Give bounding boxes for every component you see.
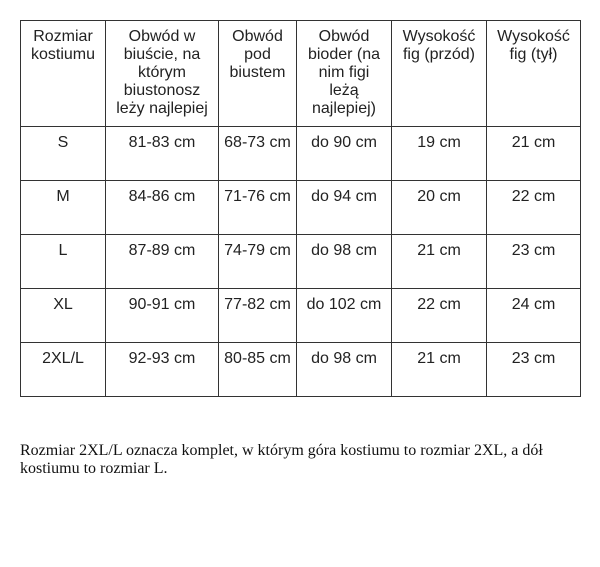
header-size: Rozmiar kostiumu — [21, 21, 106, 127]
header-brief-height-back: Wysokość fig (tył) — [487, 21, 581, 127]
size-chart-table — [20, 20, 581, 397]
table-row — [21, 127, 581, 181]
table-cell: 21 cm — [487, 127, 581, 181]
table-cell: 80-85 cm — [219, 343, 297, 397]
table-cell: 24 cm — [487, 289, 581, 343]
table-cell: do 90 cm — [297, 127, 392, 181]
table-cell: do 94 cm — [297, 181, 392, 235]
table-header-row — [21, 21, 581, 127]
header-brief-height-front: Wysokość fig (przód) — [392, 21, 487, 127]
size-note: Rozmiar 2XL/L oznacza komplet, w którym góra kostiumu to rozmiar 2XL, a dół kostiumu to rozmiar L. — [20, 442, 543, 477]
table-cell: 2XL/L — [21, 343, 106, 397]
table-cell: 23 cm — [487, 343, 581, 397]
table-cell: M — [21, 181, 106, 235]
header-bust: Obwód w biuście, na którym biustonosz leży najlepiej — [106, 21, 219, 127]
header-hips: Obwód bioder (na nim figi leżą najlepiej) — [297, 21, 392, 127]
table-cell: 87-89 cm — [106, 235, 219, 289]
table-cell: 74-79 cm — [219, 235, 297, 289]
table-cell: 20 cm — [392, 181, 487, 235]
table-cell: 21 cm — [392, 235, 487, 289]
table-cell: XL — [21, 289, 106, 343]
table-cell: 84-86 cm — [106, 181, 219, 235]
table-cell: 19 cm — [392, 127, 487, 181]
table-cell: 22 cm — [487, 181, 581, 235]
table-row — [21, 343, 581, 397]
table-cell: 90-91 cm — [106, 289, 219, 343]
table-cell: 71-76 cm — [219, 181, 297, 235]
table-cell: 21 cm — [392, 343, 487, 397]
table-cell: 92-93 cm — [106, 343, 219, 397]
table-row — [21, 289, 581, 343]
table-cell: L — [21, 235, 106, 289]
table-cell: 77-82 cm — [219, 289, 297, 343]
table-row — [21, 235, 581, 289]
table-cell: 23 cm — [487, 235, 581, 289]
table-cell: do 98 cm — [297, 235, 392, 289]
table-cell: S — [21, 127, 106, 181]
header-underbust: Obwód pod biustem — [219, 21, 297, 127]
table-row — [21, 181, 581, 235]
table-cell: do 102 cm — [297, 289, 392, 343]
table-cell: do 98 cm — [297, 343, 392, 397]
table-cell: 22 cm — [392, 289, 487, 343]
table-cell: 68-73 cm — [219, 127, 297, 181]
table-cell: 81-83 cm — [106, 127, 219, 181]
